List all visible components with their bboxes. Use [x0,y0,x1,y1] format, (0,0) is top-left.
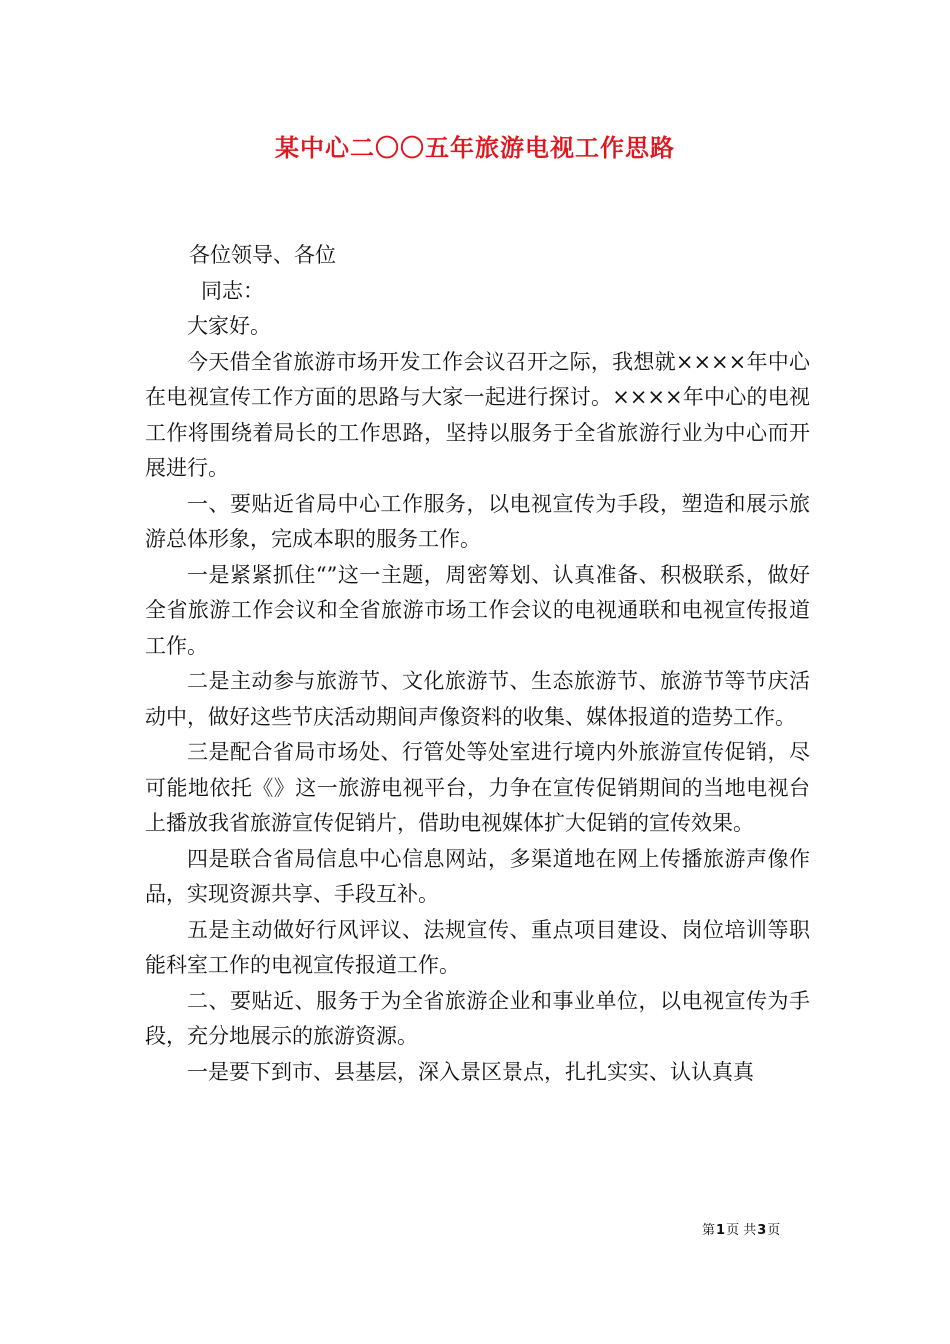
paragraph-greeting-line-2: 同志： [201,278,264,303]
paragraph-hello: 大家好。 [187,314,271,338]
paragraph-section-2-item-1: 一是要下到市、县基层，深入景区景点，扎扎实实、认认真真 [187,1059,754,1084]
paragraph-intro: 今天借全省旅游市场开发工作会议召开之际，我想就××××年中心在电视宣传工作方面的思路与大家一起进行探讨。××××年中心的电视工作将围绕着局长的工作思路，坚持以服务于全省旅游行业为中心而开展进行。 [145,349,810,480]
paragraph-item-4: 四是联合省局信息中心信息网站，多渠道地在网上传播旅游声像作品，实现资源共享、手段互补。 [145,846,810,906]
footer-suffix: 页 [767,1223,781,1238]
footer-middle: 页 共 [726,1223,757,1238]
footer-prefix: 第 [702,1223,716,1238]
paragraph-section-1-heading: 一、要贴近省局中心工作服务，以电视宣传为手段，塑造和展示旅游总体形象，完成本职的服务工作。 [145,491,810,551]
page-number-footer [702,1223,822,1239]
paragraph-item-2: 二是主动参与旅游节、文化旅游节、生态旅游节、旅游节等节庆活动中，做好这些节庆活动期间声像资料的收集、媒体报道的造势工作。 [145,669,810,729]
paragraph-item-1: 一是紧紧抓住“”这一主题，周密筹划、认真准备、积极联系，做好全省旅游工作会议和全省旅游市场工作会议的电视通联和电视宣传报道工作。 [145,562,810,658]
document-title: 某中心二〇〇五年旅游电视工作思路 [275,133,675,162]
footer-total-pages: 3 [757,1223,767,1238]
paragraph-item-5: 五是主动做好行风评议、法规宣传、重点项目建设、岗位培训等职能科室工作的电视宣传报道工作。 [145,917,810,977]
paragraph-item-3: 三是配合省局市场处、行管处等处室进行境内外旅游宣传促销，尽可能地依托《》这一旅游电视平台，力争在宣传促销期间的当地电视台上播放我省旅游宣传促销片，借助电视媒体扩大促销的宣传效果。 [145,740,810,835]
footer-page-number: 1 [716,1223,726,1238]
paragraph-greeting-line-1: 各位领导、各位 [189,243,336,267]
paragraph-section-2-heading: 二、要贴近、服务于为全省旅游企业和事业单位，以电视宣传为手段，充分地展示的旅游资源。 [145,988,810,1048]
document-body [145,238,810,1090]
